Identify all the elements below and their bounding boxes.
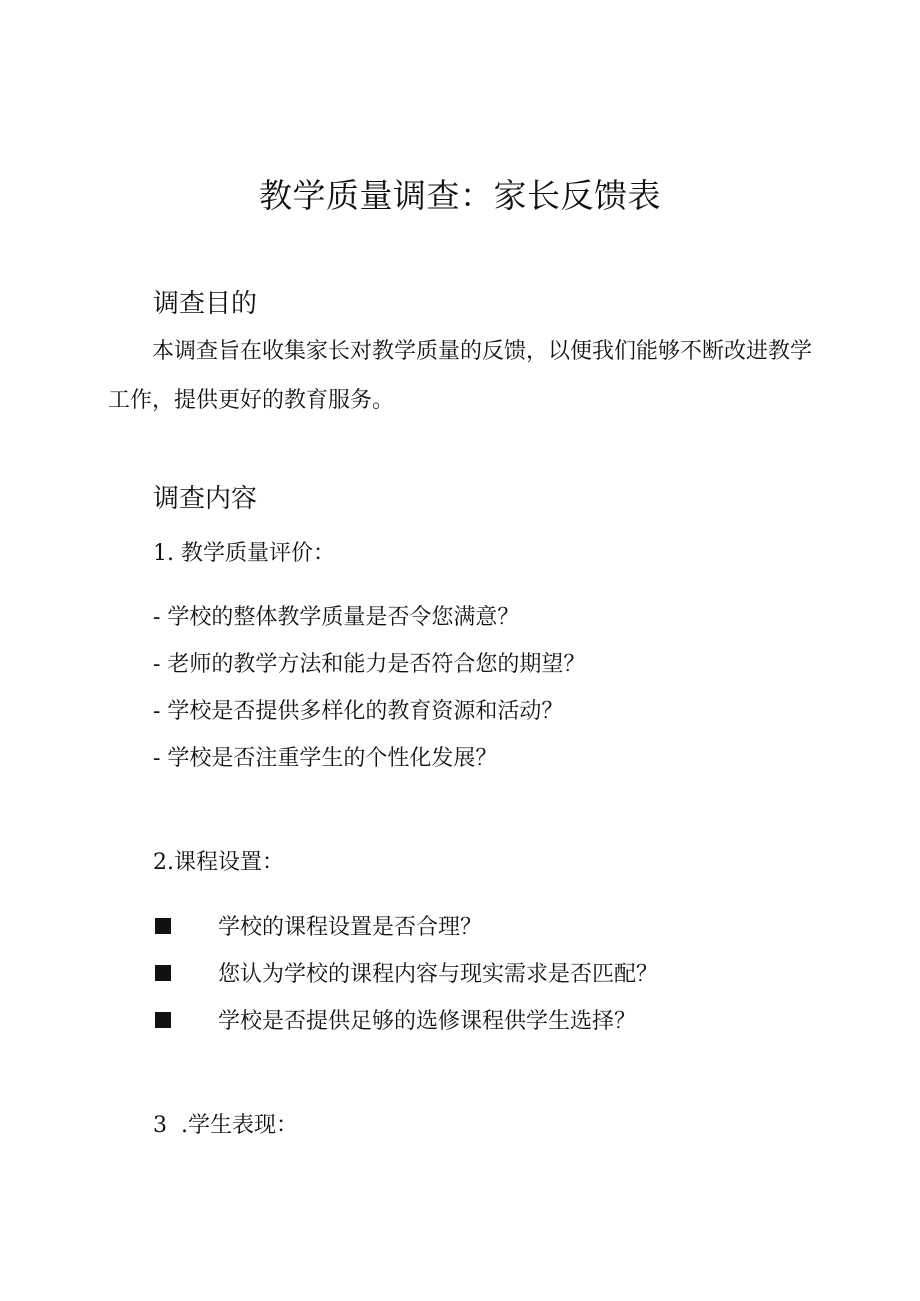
section2-item-text: 学校是否提供足够的选修课程供学生选择？ [218,1009,637,1034]
section1-item: - 老师的教学方法和能力是否符合您的期望？ [153,652,586,677]
section1-item: - 学校是否注重学生的个性化发展？ [153,746,498,771]
square-bullet-icon [155,1012,171,1028]
section3-title: 3 .学生表现： [153,1113,298,1138]
section1-title: 1. 教学质量评价： [153,541,335,566]
section-heading-purpose: 调查目的 [153,289,258,319]
section2-item [155,910,482,941]
section2-title: 2.课程设置： [153,850,284,875]
page-title: 教学质量调查：家长反馈表 [259,176,661,215]
section-heading-content: 调查内容 [153,484,258,514]
square-bullet-icon [155,965,171,981]
square-bullet-icon [155,918,171,934]
section2-item [155,957,658,988]
section2-item-text: 您认为学校的课程内容与现实需求是否匹配？ [218,962,659,987]
section1-item: - 学校是否提供多样化的教育资源和活动？ [153,699,564,724]
section2-item [155,1004,636,1035]
section2-item-text: 学校的课程设置是否合理？ [218,915,483,940]
section1-item: - 学校的整体教学质量是否令您满意？ [153,605,520,630]
purpose-paragraph: 本调查旨在收集家长对教学质量的反馈，以便我们能够不断改进教学工作，提供更好的教育服务。 [108,339,813,413]
